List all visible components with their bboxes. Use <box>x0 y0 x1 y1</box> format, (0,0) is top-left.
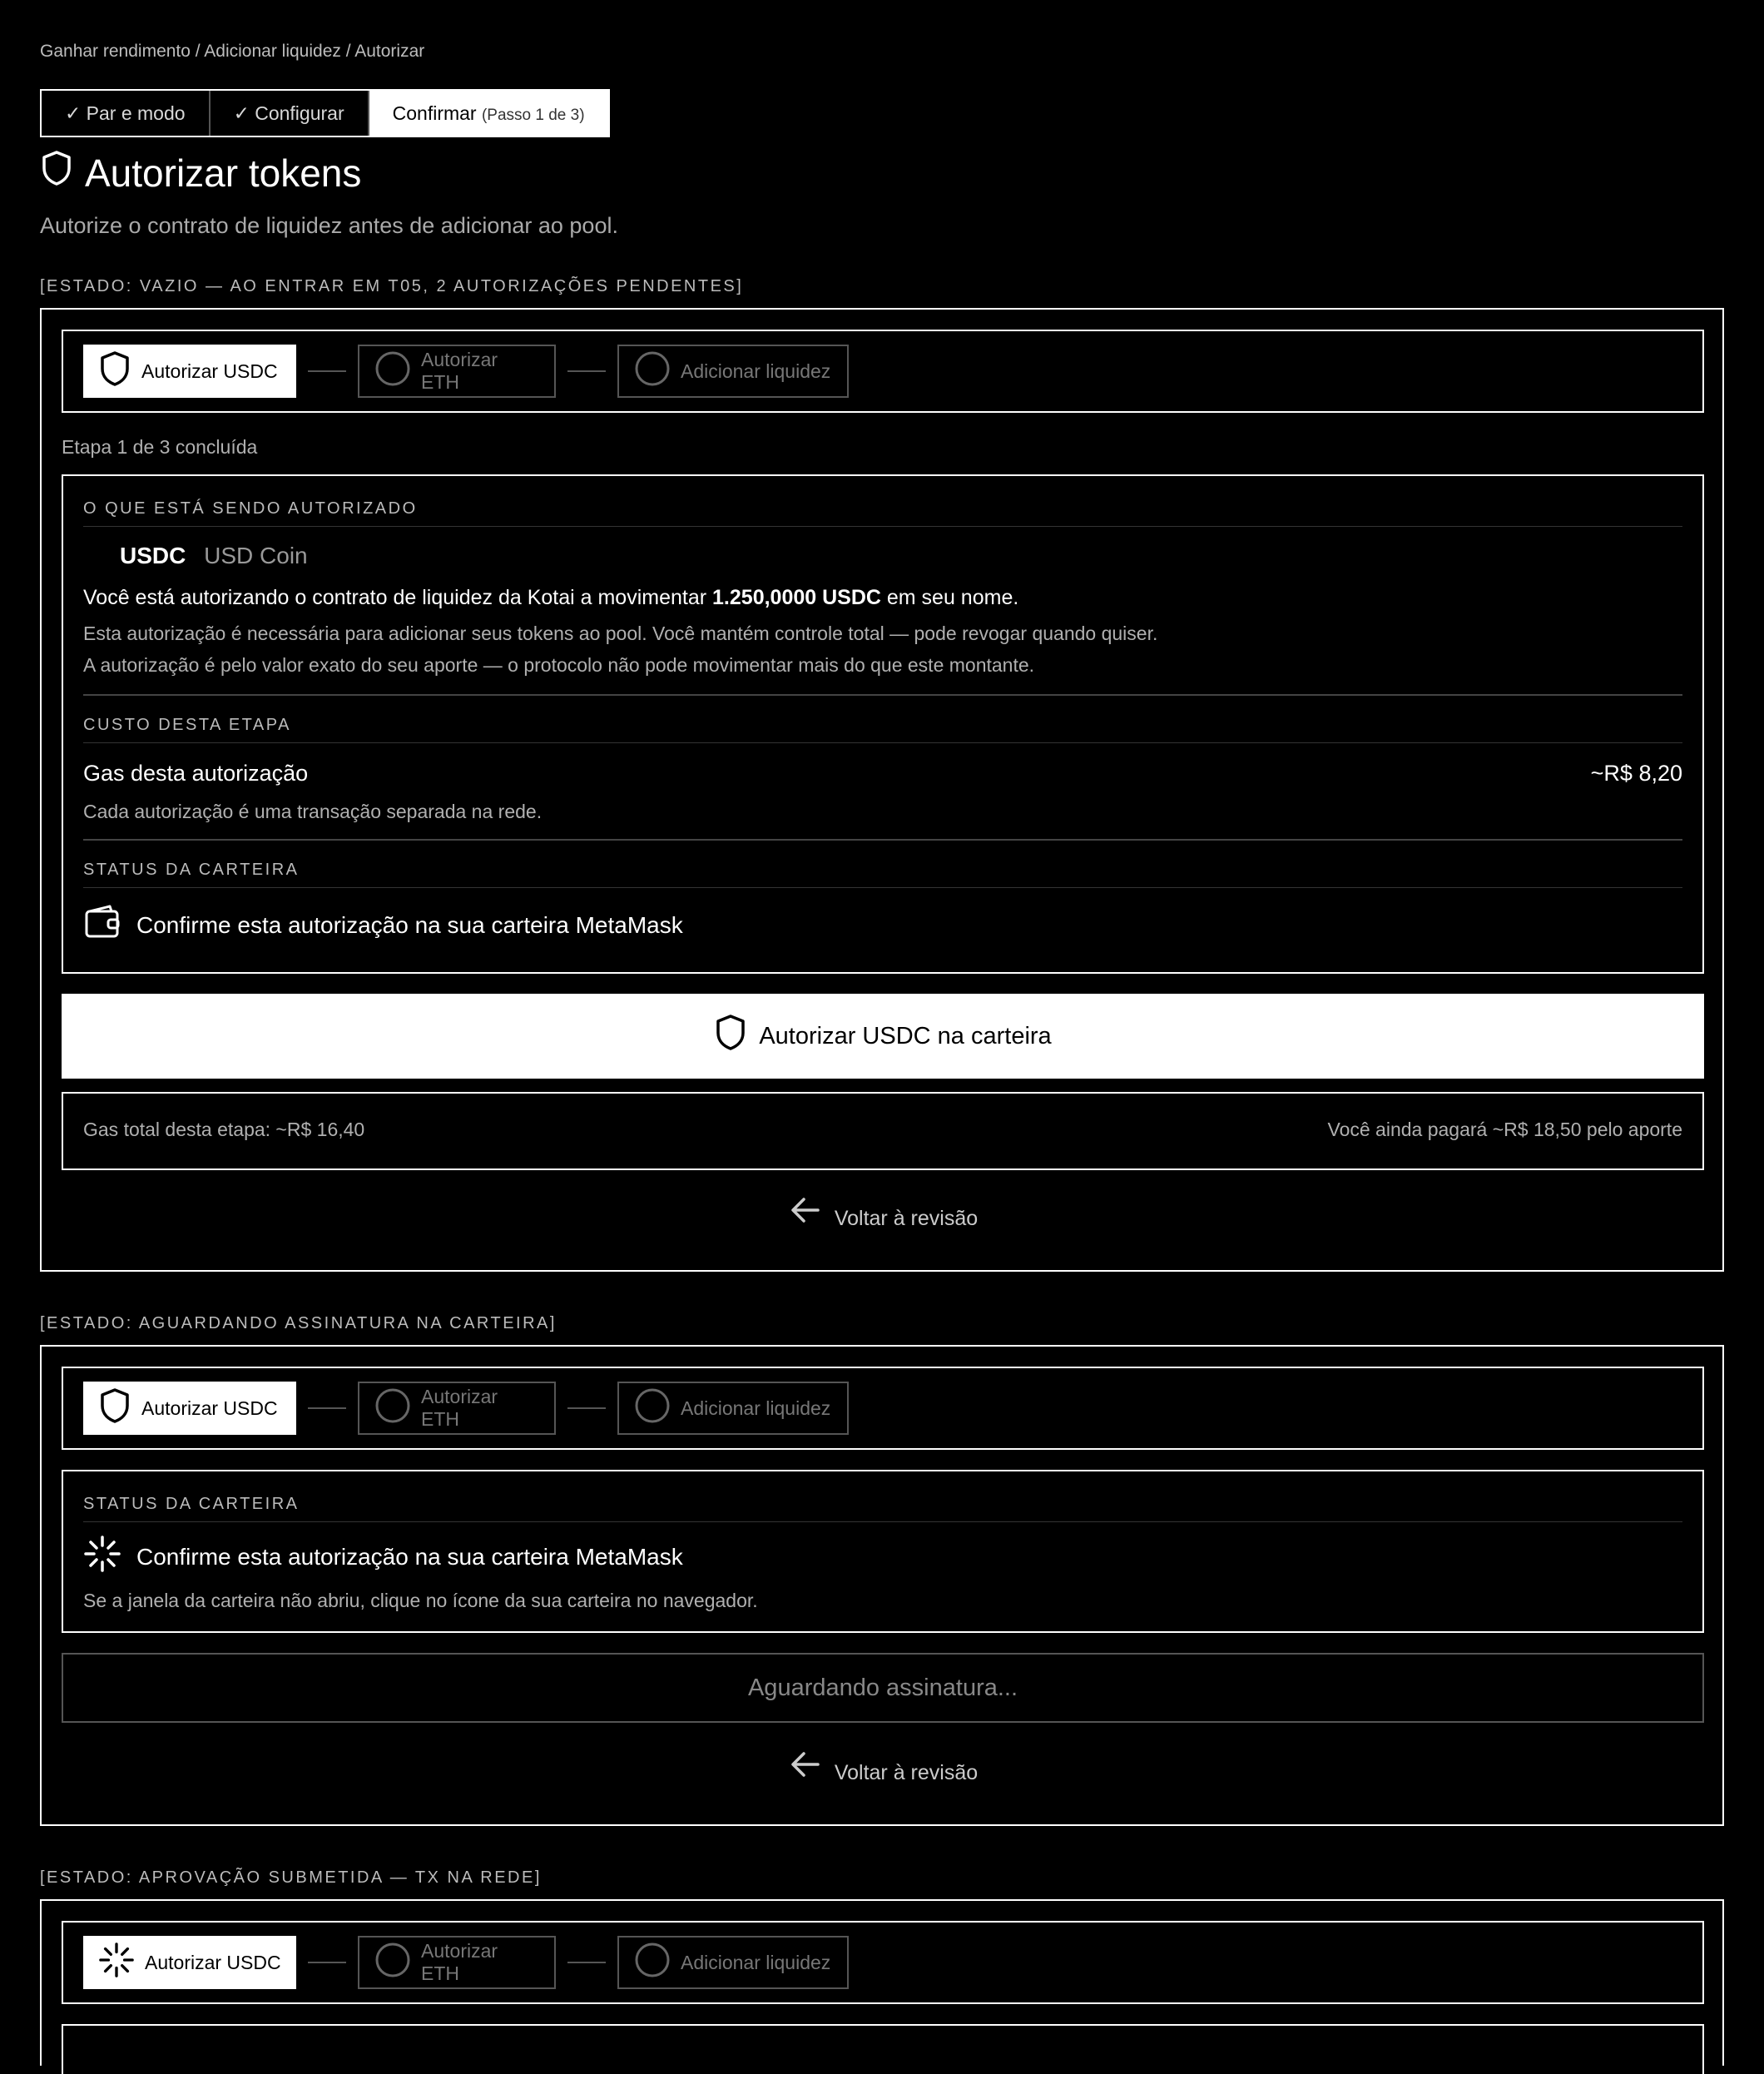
gas-total-text: Gas total desta etapa: ~R$ 16,40 <box>83 1119 365 1140</box>
stepper-item-authorize-eth <box>358 1382 556 1435</box>
wallet-icon <box>83 904 121 946</box>
back-to-review-label: Voltar à revisão <box>834 1761 979 1784</box>
shield-icon <box>40 150 73 196</box>
section-heading-wallet: STATUS DA CARTEIRA <box>83 861 300 879</box>
approval-stepper <box>62 1921 1704 2004</box>
authorization-statement <box>83 586 1018 610</box>
approval-stepper <box>62 330 1704 413</box>
state-panel-awaiting <box>40 1345 1724 1826</box>
wizard-steps <box>40 89 610 137</box>
token-name: USD Coin <box>204 543 308 568</box>
wizard-step-confirm-label: Confirmar <box>392 102 477 124</box>
still-pay-text: Você ainda pagará ~R$ 18,50 pelo aporte <box>1327 1119 1682 1140</box>
shield-icon <box>714 1014 747 1059</box>
stepper-item-label: Autorizar ETH <box>421 349 498 393</box>
wallet-hint: Se a janela da carteira não abriu, clique no ícone da sua carteira no navegador. <box>83 1590 758 1611</box>
wallet-status-row <box>83 904 683 946</box>
circle-icon <box>634 1942 671 1983</box>
divider <box>83 526 1682 527</box>
arrow-left-icon <box>790 1195 821 1231</box>
page-subtitle: Autorize o contrato de liquidez antes de adicionar ao pool. <box>40 213 618 238</box>
stepper-connector <box>308 1962 346 1963</box>
stepper-item-add-liquidity <box>617 1382 849 1435</box>
stepper-item-label: Autorizar USDC <box>145 1951 281 1973</box>
wallet-status-row <box>83 1535 683 1579</box>
stepper-item-authorize-usdc[interactable] <box>83 345 296 398</box>
shield-icon <box>98 350 131 392</box>
arrow-left-icon <box>790 1749 821 1785</box>
stepper-item-label: Autorizar ETH <box>421 1940 498 1984</box>
stepper-item-authorize-eth <box>358 1936 556 1989</box>
back-to-review-label: Voltar à revisão <box>834 1207 979 1230</box>
stepper-connector <box>567 1407 606 1409</box>
stepper-connector <box>567 370 606 372</box>
section-heading-cost: CUSTO DESTA ETAPA <box>83 716 291 734</box>
back-to-review-link[interactable] <box>42 1195 1726 1231</box>
back-to-review-link[interactable] <box>42 1749 1726 1785</box>
approval-stepper <box>62 1367 1704 1450</box>
stepper-item-add-liquidity <box>617 1936 849 1989</box>
stepper-item-add-liquidity <box>617 345 849 398</box>
authorization-note-2: A autorização é pelo valor exato do seu aporte — o protocolo não pode movimentar mais do que este montante. <box>83 654 1035 676</box>
stepper-item-label: Adicionar liquidez <box>681 1397 831 1419</box>
shield-icon <box>98 1387 131 1429</box>
wallet-status-text: Confirme esta autorização na sua carteira MetaMask <box>136 1543 683 1570</box>
divider <box>83 839 1682 841</box>
stepper-item-authorize-usdc[interactable] <box>83 1936 296 1989</box>
state-label-awaiting: [ESTADO: AGUARDANDO ASSINATURA NA CARTEIRA] <box>40 1314 557 1332</box>
authorize-usdc-button-label: Autorizar USDC na carteira <box>759 1022 1052 1049</box>
authorize-usdc-button[interactable] <box>62 994 1704 1079</box>
circle-icon <box>634 350 671 392</box>
wizard-step-pair-mode[interactable]: ✓ Par e modo <box>42 91 211 136</box>
wizard-step-confirm-sub: (Passo 1 de 3) <box>481 107 585 124</box>
section-heading-wallet: STATUS DA CARTEIRA <box>83 1495 300 1513</box>
authorization-details-card <box>62 474 1704 974</box>
stepper-item-label: Adicionar liquidez <box>681 360 831 382</box>
stepper-connector <box>567 1962 606 1963</box>
authorization-amount: 1.250,0000 USDC <box>712 586 881 609</box>
gas-note: Cada autorização é uma transação separada na rede. <box>83 801 543 822</box>
state-label-submitted: [ESTADO: APROVAÇÃO SUBMETIDA — TX NA REDE] <box>40 1868 542 1887</box>
wizard-step-configure[interactable]: ✓ Configurar <box>211 91 369 136</box>
circle-icon <box>374 350 411 392</box>
stepper-connector <box>308 370 346 372</box>
circle-icon <box>374 1942 411 1983</box>
token-symbol: USDC <box>120 543 186 568</box>
spinner-icon <box>83 1535 121 1579</box>
state-label-empty: [ESTADO: VAZIO — AO ENTRAR EM T05, 2 AUTORIZAÇÕES PENDENTES] <box>40 277 744 295</box>
stepper-item-authorize-eth <box>358 345 556 398</box>
circle-icon <box>634 1387 671 1429</box>
stepper-item-label: Autorizar ETH <box>421 1386 498 1430</box>
state-panel-submitted <box>40 1899 1724 2066</box>
circle-icon <box>374 1387 411 1429</box>
progress-text: Etapa 1 de 3 concluída <box>62 436 258 458</box>
divider <box>83 742 1682 743</box>
authorization-text-pre: Você está autorizando o contrato de liquidez da Kotai a movimentar <box>83 586 713 609</box>
state-panel-empty <box>40 308 1724 1272</box>
gas-summary-bar <box>62 1092 1704 1170</box>
spinner-icon <box>98 1942 135 1983</box>
stepper-item-label: Adicionar liquidez <box>681 1951 831 1973</box>
divider <box>83 694 1682 696</box>
gas-label: Gas desta autorização <box>83 761 309 786</box>
token-row <box>120 543 308 569</box>
section-heading-authorized: O QUE ESTÁ SENDO AUTORIZADO <box>83 499 418 518</box>
authorization-text-post: em seu nome. <box>880 586 1019 609</box>
stepper-item-authorize-usdc[interactable] <box>83 1382 296 1435</box>
stepper-item-label: Autorizar USDC <box>141 1397 278 1419</box>
divider <box>83 1521 1682 1522</box>
breadcrumb: Ganhar rendimento / Adicionar liquidez / Autorizar <box>40 42 425 61</box>
stepper-item-label: Autorizar USDC <box>141 360 278 382</box>
wizard-step-confirm[interactable] <box>369 91 608 136</box>
divider <box>83 887 1682 888</box>
wallet-status-text: Confirme esta autorização na sua carteira MetaMask <box>136 911 683 938</box>
stepper-connector <box>308 1407 346 1409</box>
awaiting-signature-button: Aguardando assinatura... <box>62 1653 1704 1723</box>
authorization-note-1: Esta autorização é necessária para adicionar seus tokens ao pool. Você mantém controle total — pode revogar quando quiser. <box>83 623 1158 644</box>
page-title <box>40 150 361 196</box>
wallet-status-card <box>62 1470 1704 1633</box>
gas-value: ~R$ 8,20 <box>1590 761 1682 786</box>
page-title-text: Autorizar tokens <box>85 151 362 195</box>
submitted-details-card <box>62 2024 1704 2074</box>
